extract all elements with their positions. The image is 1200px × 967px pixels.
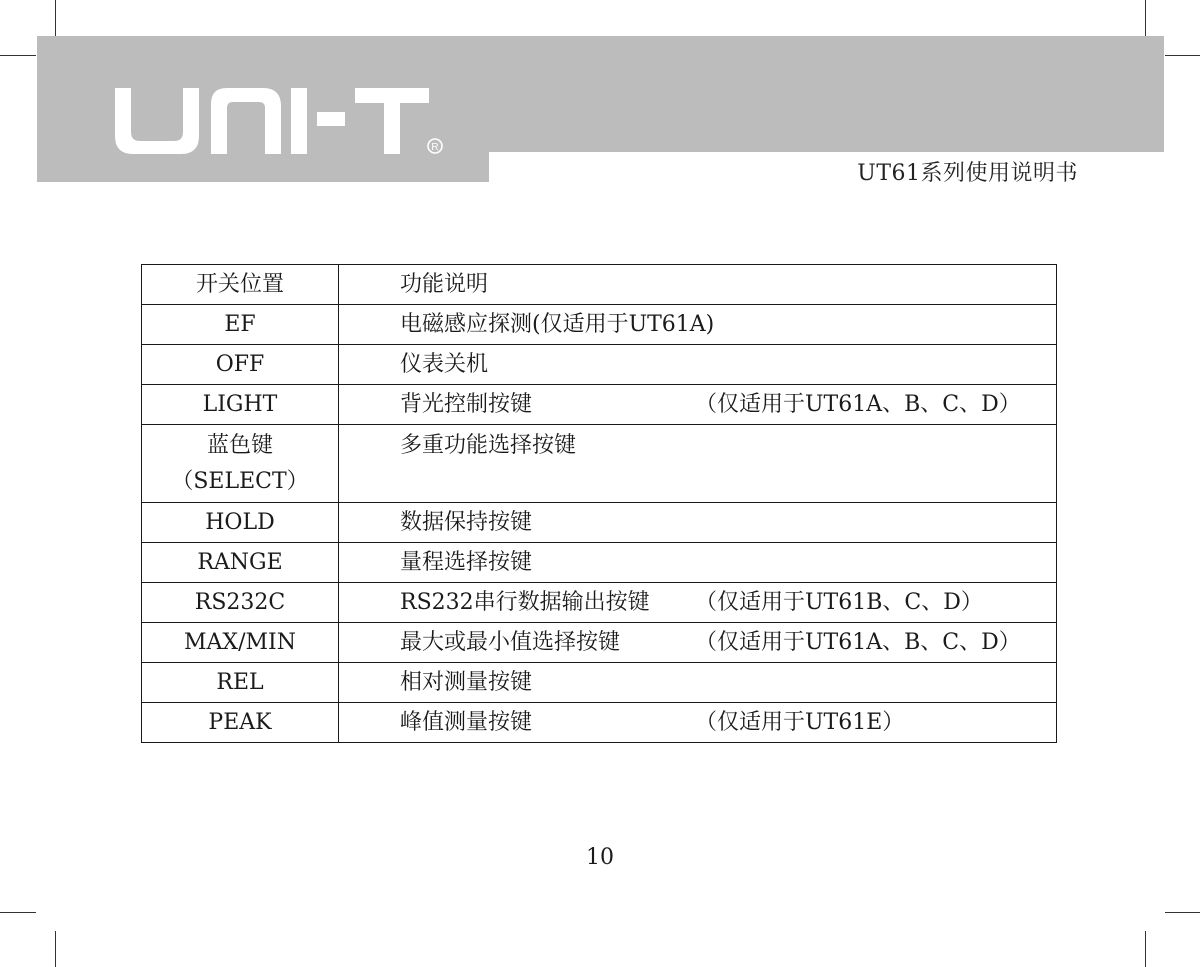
function-text: 背光控制按键 bbox=[400, 391, 533, 417]
table-row bbox=[142, 425, 1057, 503]
crop-mark bbox=[1165, 55, 1200, 56]
crop-mark bbox=[0, 912, 36, 913]
manual-title: UT61系列使用说明书 bbox=[857, 161, 1078, 186]
svg-text:R: R bbox=[431, 142, 439, 153]
crop-mark bbox=[0, 55, 36, 56]
crop-mark bbox=[55, 0, 56, 36]
column-header-function: 功能说明 bbox=[339, 265, 1057, 305]
function-description bbox=[339, 425, 1057, 503]
table-row bbox=[142, 663, 1057, 703]
function-description bbox=[339, 345, 1057, 385]
switch-position: LIGHT bbox=[142, 385, 339, 425]
switch-position: RANGE bbox=[142, 543, 339, 583]
switch-position: OFF bbox=[142, 345, 339, 385]
crop-mark bbox=[1145, 0, 1146, 36]
function-description bbox=[339, 305, 1057, 345]
table-row bbox=[142, 703, 1057, 743]
table-header-row bbox=[142, 265, 1057, 305]
function-description bbox=[339, 543, 1057, 583]
switch-position-line1: 蓝色键 bbox=[206, 433, 273, 458]
applicability-note: （仅适用于UT61B、C、D） bbox=[695, 589, 983, 615]
function-text: 仪表关机 bbox=[400, 351, 489, 377]
switch-position: MAX/MIN bbox=[142, 623, 339, 663]
switch-position-line2: （SELECT） bbox=[171, 469, 309, 494]
table-row bbox=[142, 543, 1057, 583]
table-row bbox=[142, 345, 1057, 385]
function-text: 电磁感应探测(仅适用于UT61A) bbox=[400, 311, 715, 337]
switch-position bbox=[142, 425, 339, 503]
function-description bbox=[339, 503, 1057, 543]
switch-position: PEAK bbox=[142, 703, 339, 743]
table-row bbox=[142, 305, 1057, 345]
function-text: 数据保持按键 bbox=[400, 509, 533, 535]
function-text: 量程选择按键 bbox=[400, 549, 533, 575]
switch-function-table bbox=[141, 264, 1057, 743]
crop-mark bbox=[1145, 931, 1146, 967]
function-text: 相对测量按键 bbox=[400, 669, 533, 695]
brand-logo bbox=[113, 86, 443, 158]
applicability-note: （仅适用于UT61E） bbox=[695, 709, 905, 735]
switch-position: REL bbox=[142, 663, 339, 703]
function-text: 最大或最小值选择按键 bbox=[400, 629, 621, 655]
function-description bbox=[339, 385, 1057, 425]
table-row bbox=[142, 503, 1057, 543]
column-header-position: 开关位置 bbox=[142, 265, 339, 305]
page-number: 10 bbox=[586, 845, 614, 870]
applicability-note: （仅适用于UT61A、B、C、D） bbox=[695, 629, 1021, 655]
function-text: 峰值测量按键 bbox=[400, 709, 533, 735]
crop-mark bbox=[1165, 912, 1200, 913]
table-row bbox=[142, 623, 1057, 663]
function-text: 多重功能选择按键 bbox=[400, 433, 577, 458]
function-text: RS232串行数据输出按键 bbox=[400, 589, 650, 615]
switch-position: RS232C bbox=[142, 583, 339, 623]
table-row bbox=[142, 385, 1057, 425]
crop-mark bbox=[55, 931, 56, 967]
switch-position: HOLD bbox=[142, 503, 339, 543]
function-description bbox=[339, 623, 1057, 663]
switch-position: EF bbox=[142, 305, 339, 345]
function-description bbox=[339, 583, 1057, 623]
function-description bbox=[339, 703, 1057, 743]
table-row bbox=[142, 583, 1057, 623]
function-description bbox=[339, 663, 1057, 703]
applicability-note: （仅适用于UT61A、B、C、D） bbox=[695, 391, 1021, 417]
